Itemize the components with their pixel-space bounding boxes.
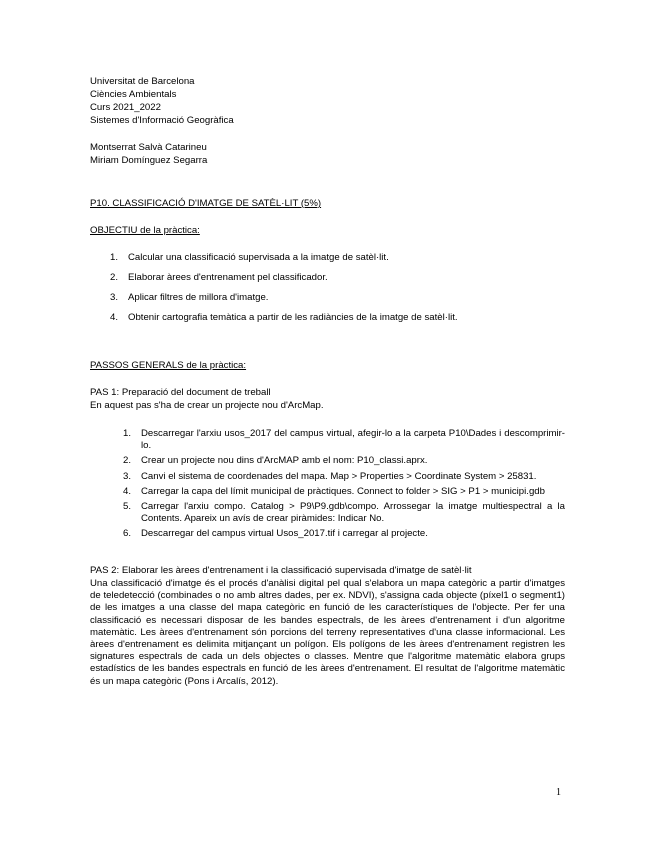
list-item-text: Canvi el sistema de coordenades del mapa. Map > Properties > Coordinate System > 25831. — [141, 470, 537, 482]
list-item-text: Descarregar l'arxiu usos_2017 del campus virtual, afegir-lo a la carpeta P10\Dades i descomprimir-lo. — [141, 428, 565, 452]
list-item-number: 3. — [110, 292, 119, 303]
header-subject: Sistemes d'Informació Geogràfica — [90, 115, 234, 126]
author-1: Montserrat Salvà Catarineu — [90, 142, 207, 153]
list-item — [110, 252, 458, 264]
pas1-steps — [123, 428, 565, 544]
list-item-number: 4. — [123, 485, 132, 497]
list-item — [110, 292, 458, 304]
pas2-body: Una classificació d'imatge és el procés d'anàlisi digital pel qual s'elabora un mapa categòric a partir d'imatges de teledetecció (combinades o no amb altres dades, per ex. NDVI), s'assigna cada objecte (píxel1 o segment1) de les imatges a una classe del mapa categòric en funció de les característiques de l'objecte. Per fer una classificació es necessari disposar de les bandes espectrals, de les àrees d'entrenament i d'un algoritme matemàtic. Les àrees d'entrenament són porcions del terreny representatives d'una classe informacional. Les àrees d'entrenament es delimita mitjançant un polígon. Els polígons de les àrees d'entrenament registren les signatures espectrals de cada un dels objectes o classes. Mentre que l'algoritme matemàtic elabora grups estadístics de les bandes espectrals en funció de les àrees d'entrenament. El resultat de l'algoritme matemàtic és un mapa categòric (Pons i Arcalís, 2012). — [90, 578, 565, 687]
header-university: Universitat de Barcelona — [90, 76, 195, 87]
list-item — [123, 528, 565, 540]
list-item — [123, 501, 565, 525]
list-item — [123, 471, 565, 483]
list-item — [123, 486, 565, 498]
pas2-title: PAS 2: Elaborar les àrees d'entrenament i la classificació supervisada d'imatge de satèl·lit — [90, 565, 472, 576]
objective-heading: OBJECTIU de la pràctica: — [90, 225, 200, 236]
list-item-text: Descarregar del campus virtual Usos_2017.tif i carregar al projecte. — [141, 528, 428, 540]
list-item-text: Crear un projecte nou dins d'ArcMAP amb el nom: P10_classi.aprx. — [141, 455, 428, 467]
list-item-number: 3. — [123, 470, 132, 482]
list-item-text: Carregar la capa del límit municipal de pràctiques. Connect to folder > SIG > P1 > municipi.gdb — [141, 485, 545, 497]
list-item-number: 6. — [123, 528, 132, 540]
list-item-number: 2. — [110, 272, 119, 283]
list-item-text: Carregar l'arxiu compo. Catalog > P9\P9.gdb\compo. Arrossegar la imatge multiespectral a la Contents. Apareix un avís de crear piràmides: Indicar No. — [141, 501, 565, 525]
page-number: 1 — [556, 787, 561, 798]
steps-heading: PASSOS GENERALS de la pràctica: — [90, 360, 247, 371]
header-degree: Ciències Ambientals — [90, 89, 177, 100]
list-item-number: 5. — [123, 501, 132, 513]
document-title: P10. CLASSIFICACIÓ D'IMATGE DE SATÈL·LIT (5%) — [90, 198, 322, 209]
list-item — [110, 272, 458, 284]
list-item-text: Obtenir cartografia temàtica a partir de les radiàncies de la imatge de satèl·lit. — [128, 312, 458, 323]
list-item-text: Aplicar filtres de millora d'imatge. — [128, 292, 269, 303]
list-item-number: 4. — [110, 312, 119, 323]
objective-list — [110, 252, 458, 332]
list-item — [123, 455, 565, 467]
list-item-number: 1. — [123, 428, 132, 439]
header-course: Curs 2021_2022 — [90, 102, 161, 113]
author-2: Miriam Domínguez Segarra — [90, 155, 208, 166]
list-item — [110, 312, 458, 324]
pas1-intro: En aquest pas s'ha de crear un projecte nou d'ArcMap. — [90, 400, 324, 411]
list-item-text: Calcular una classificació supervisada a la imatge de satèl·lit. — [128, 252, 389, 263]
list-item-number: 2. — [123, 455, 132, 467]
pas1-title: PAS 1: Preparació del document de treball — [90, 387, 271, 398]
list-item-number: 1. — [110, 252, 119, 263]
list-item — [123, 428, 565, 452]
list-item-text: Elaborar àrees d'entrenament pel classificador. — [128, 272, 328, 283]
